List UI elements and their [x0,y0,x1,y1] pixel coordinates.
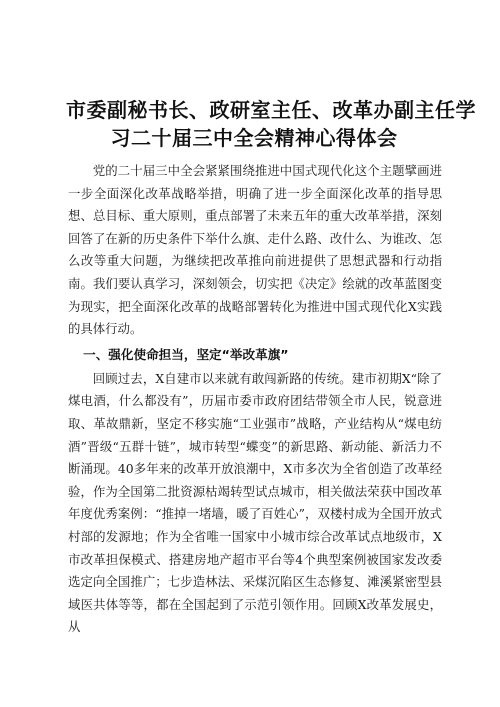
document-title [66,96,476,152]
title-line-1: 市委副秘书长、政研室主任、改革办副主任学 [66,98,476,122]
title-line-2: 习二十届三中全会精神心得体会 [110,126,398,150]
document-body [68,160,442,639]
section-1-paragraph: 回顾过去，X自建市以来就有敢闯新路的传统。建市初期X“除了煤电酒，什么都没有”，历届市委市政府团结带领全市人民，锐意进取、革故鼎新，坚定不移实施“工业强市”战略，产业结构从“煤电纺酒”晋级“五群十链”，城市转型“蝶变”的新思路、新动能、新活力不断涌现。40多年来的改革开放浪潮中，X市多次为全省创造了改革经验，作为全国第二批资源枯竭转型试点城市，相关做法荣获中国改革年度优秀案例：“推掉一堵墙，暖了百姓心”，双楼村成为全国开放式村部的发源地；作为全省唯一国家中小城市综合改革试点地级市，X市改革担保模式、搭建房地产超市平台等4个典型案例被国家发改委选定向全国推广；七步造林法、采煤沉陷区生态修复、滩溪紧密型县域医共体等等，都在全国起到了示范引领作用。回顾X改革发展史，从 [68,370,442,635]
intro-paragraph: 党的二十届三中全会紧紧围绕推进中国式现代化这个主题擘画进一步全面深化改革战略举措，明确了进一步全面深化改革的指导思想、总目标、重大原则，重点部署了未来五年的重大改革举措，深刻回答了在新的历史条件下举什么旗、走什么路、改什么、为谁改、怎么改等重大问题，为继续把改革推向前进提供了思想武器和行动指南。我们要认真学习，深刻领会，切实把《决定》绘就的改革蓝图变为现实，把全面深化改革的战略部署转化为推进中国式现代化X实践的具体行动。 [68,163,442,337]
section-heading-1: 一、强化使命担当，坚定“举改革旗” [83,346,289,362]
